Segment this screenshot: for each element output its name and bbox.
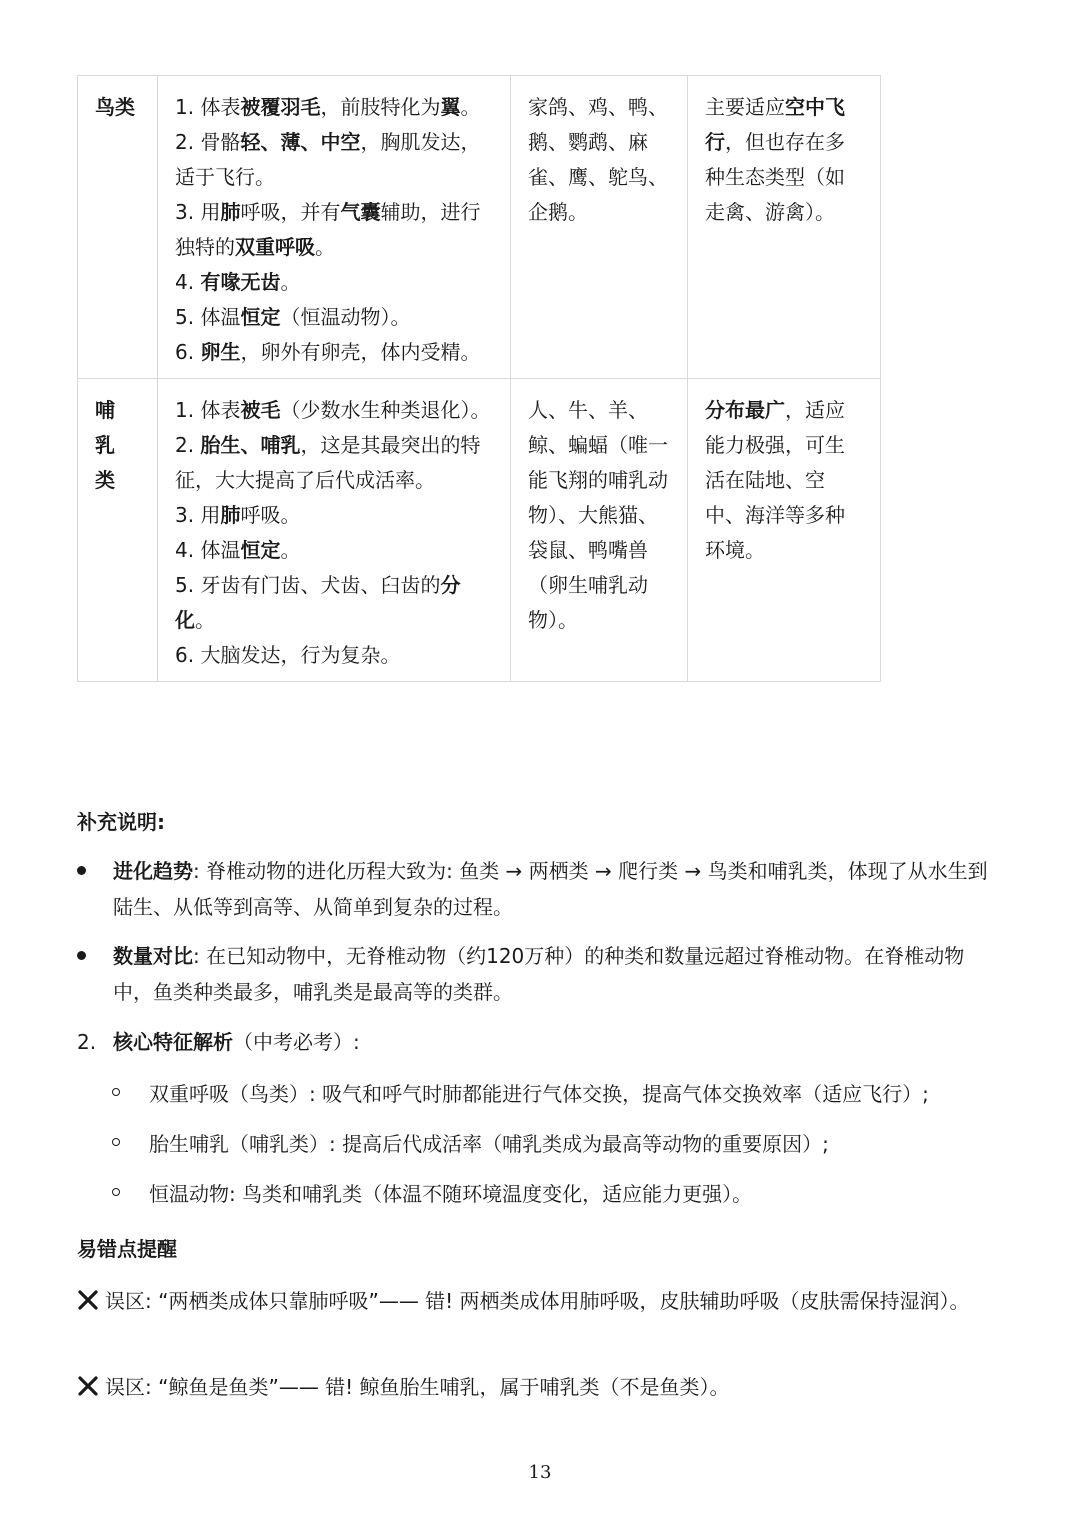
text-run: 6. 大脑发达，行为复杂。 [175, 643, 401, 667]
text-run: 主要适应 [705, 95, 785, 119]
mistake-text: 误区: “两栖类成体只靠肺呼吸”—— 错! 两栖类成体用肺呼吸，皮肤辅助呼吸（皮肤需保持湿润）。 [105, 1289, 970, 1313]
animal-comparison-table [77, 75, 881, 682]
feature-line [175, 335, 494, 370]
text-run: ，这是其最突出的特征，大大提高了后代成活率。 [175, 433, 481, 492]
text-run: 。 [280, 538, 301, 562]
feature-line [175, 428, 494, 498]
text-run: （少数水生种类退化）。 [280, 398, 491, 422]
text-run: ，前肢特化为 [320, 95, 441, 119]
bullet-label: 数量对比 [113, 944, 193, 968]
table-row [78, 379, 881, 682]
bold-text: 双重呼吸 [235, 235, 315, 259]
text-run: ，胸肌发达，适于飞行。 [175, 130, 481, 189]
circle-bullet-icon [112, 1138, 120, 1146]
bold-text: 恒定 [240, 538, 281, 562]
text-run: ，适应能力极强，可生活在陆地、空中、海洋等多种环境。 [705, 398, 845, 562]
sub-item-text: 胎生哺乳（哺乳类）: 提高后代成活率（哺乳类成为最高等动物的重要原因）; [149, 1132, 829, 1156]
list-item [112, 1176, 752, 1212]
feature-line [175, 568, 494, 638]
text-run: 。 [460, 95, 481, 119]
group-name: 鸟类 [78, 76, 158, 379]
cross-icon [77, 1375, 99, 1397]
page-number: 13 [528, 1462, 552, 1483]
mistake-text: 误区: “鲸鱼是鱼类”—— 错! 鲸鱼胎生哺乳，属于哺乳类（不是鱼类）。 [105, 1375, 730, 1399]
mistakes-heading: 易错点提醒 [77, 1237, 177, 1261]
bold-text: 被覆羽毛 [240, 95, 321, 119]
bullet-separator: : [193, 859, 207, 883]
core-features-item [77, 1024, 360, 1060]
text-run: 5. 体温 [175, 305, 241, 329]
text-run: 1. 体表 [175, 398, 241, 422]
text-run: 4. [175, 270, 201, 294]
bold-text: 被毛 [240, 398, 281, 422]
list-item [77, 938, 1002, 1010]
mistake-item [77, 1369, 1007, 1405]
bold-text: 分化 [175, 573, 461, 632]
bold-text: 分布最广 [705, 398, 785, 422]
circle-bullet-icon [112, 1188, 120, 1196]
text-run: 2. 骨骼 [175, 130, 241, 154]
bold-text: 恒定 [240, 305, 281, 329]
text-run: 。 [195, 608, 215, 632]
list-item [77, 853, 1002, 925]
text-run: 5. 牙齿有门齿、犬齿、臼齿的 [175, 573, 441, 597]
bullet-separator: : [193, 944, 207, 968]
text-run: 3. 用 [175, 503, 221, 527]
features-cell [158, 379, 511, 682]
text-run: 2. [175, 433, 201, 457]
feature-line [175, 300, 494, 335]
text-run: 家鸽、鸡、鸭、鹅、鹦鹉、麻雀、鹰、鸵鸟、企鹅。 [528, 95, 668, 224]
text-run: （恒温动物）。 [280, 305, 411, 329]
text-run: 1. 体表 [175, 95, 241, 119]
list-item [112, 1126, 829, 1162]
bold-text: 轻、薄、中空 [240, 130, 361, 154]
feature-line [175, 90, 494, 125]
text-run: 辅助，进行独特的 [175, 200, 481, 259]
sub-item-text: 双重呼吸（鸟类）: 吸气和呼气时肺都能进行气体交换，提高气体交换效率（适应飞行）; [149, 1082, 929, 1106]
text-run: ，卵外有卵壳，体内受精。 [240, 340, 481, 364]
text-run: 呼吸，并有 [240, 200, 341, 224]
text-run: 4. 体温 [175, 538, 241, 562]
feature-line [175, 533, 494, 568]
mistake-item [77, 1283, 1007, 1319]
sub-item-text: 恒温动物: 鸟类和哺乳类（体温不随环境温度变化，适应能力更强）。 [149, 1182, 753, 1206]
item-number: 2. [77, 1030, 97, 1054]
bold-text: 有喙无齿 [200, 270, 281, 294]
core-features-suffix: （中考必考）: [233, 1030, 360, 1054]
bold-text: 翼 [440, 95, 461, 119]
text-run: 。 [315, 235, 335, 259]
text-run: 3. 用 [175, 200, 221, 224]
habitat-cell [688, 379, 881, 682]
examples-cell [511, 76, 688, 379]
bold-text: 胎生、哺乳 [200, 433, 301, 457]
group-name: 哺乳类 [78, 379, 158, 682]
feature-line [175, 125, 494, 195]
habitat-cell [688, 76, 881, 379]
bullet-dot-icon [77, 866, 86, 875]
cross-icon [77, 1289, 99, 1311]
text-run: 呼吸。 [240, 503, 301, 527]
supplement-heading: 补充说明: [77, 810, 165, 834]
bold-text: 卵生 [200, 340, 241, 364]
examples-cell [511, 379, 688, 682]
feature-line [175, 393, 494, 428]
feature-line [175, 638, 494, 673]
feature-line [175, 195, 494, 265]
bold-text: 空中飞行 [705, 95, 845, 154]
list-item [112, 1076, 929, 1112]
features-cell [158, 76, 511, 379]
bullet-dot-icon [77, 951, 86, 960]
bold-text: 气囊 [340, 200, 381, 224]
bullet-label: 进化趋势 [113, 859, 193, 883]
circle-bullet-icon [112, 1088, 120, 1096]
text-run: 人、牛、羊、鲸、蝙蝠（唯一能飞翔的哺乳动物）、大熊猫、袋鼠、鸭嘴兽（卵生哺乳动物）。 [528, 398, 668, 632]
feature-line [175, 498, 494, 533]
table-row [78, 76, 881, 379]
core-features-label: 核心特征解析 [113, 1030, 233, 1054]
text-run: ，但也存在多种生态类型（如走禽、游禽）。 [705, 130, 845, 224]
text-run: 6. [175, 340, 201, 364]
bullet-text: 脊椎动物的进化历程大致为: 鱼类 → 两栖类 → 爬行类 → 鸟类和哺乳类，体现了从水生到陆生、从低等到高等、从简单到复杂的过程。 [113, 859, 988, 919]
text-run: 。 [280, 270, 301, 294]
bold-text: 肺 [220, 503, 241, 527]
bold-text: 肺 [220, 200, 241, 224]
bullet-text: 在已知动物中，无脊椎动物（约120万种）的种类和数量远超过脊椎动物。在脊椎动物中，鱼类种类最多，哺乳类是最高等的类群。 [113, 944, 965, 1004]
feature-line [175, 265, 494, 300]
